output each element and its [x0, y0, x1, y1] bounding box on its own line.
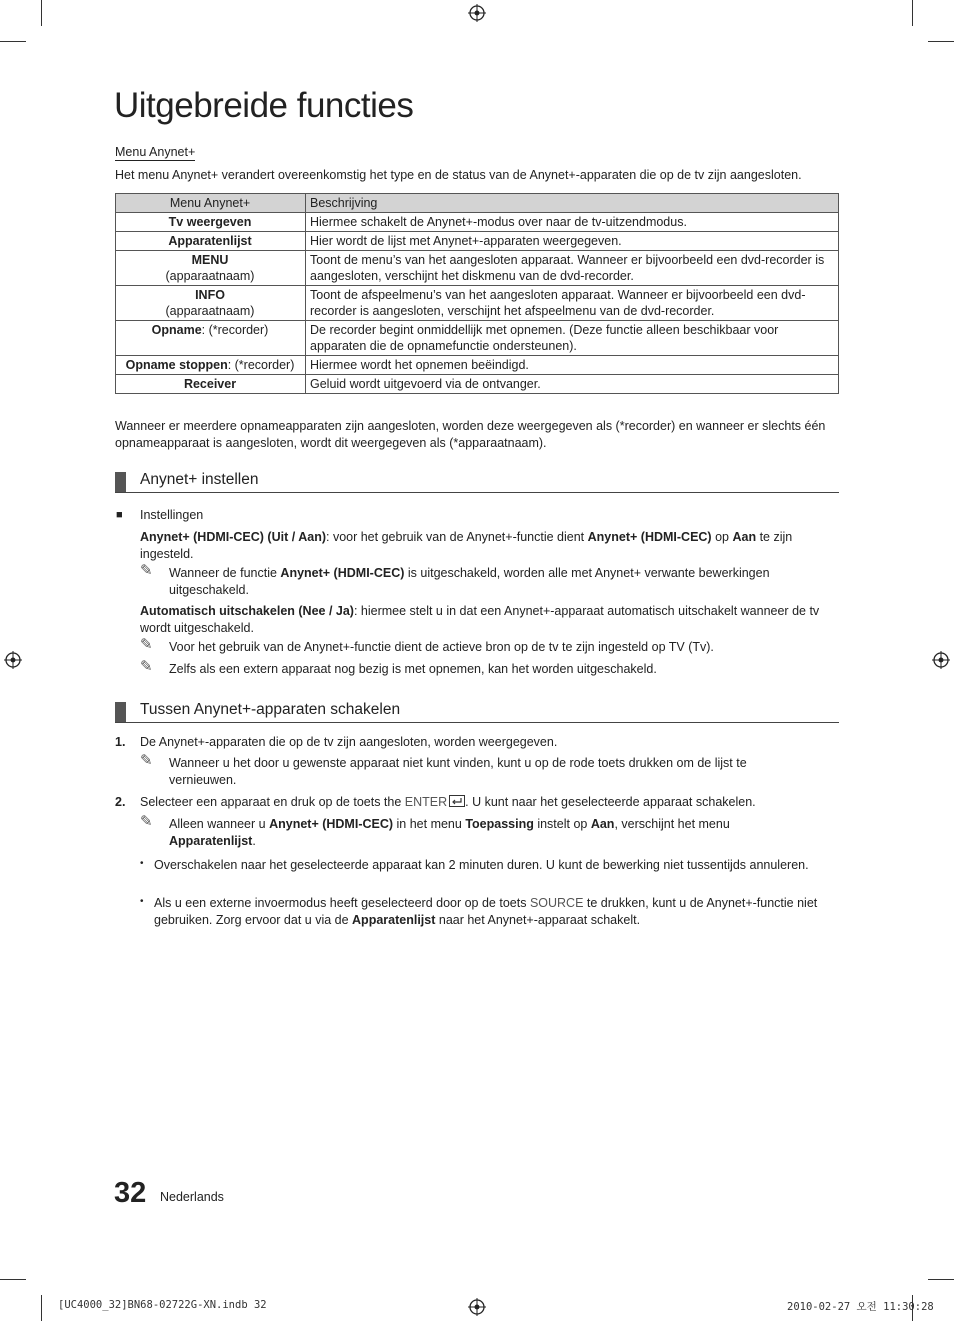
table-row	[116, 232, 839, 251]
table-row	[116, 251, 839, 286]
table-cell-desc: De recorder begint onmiddellijk met opnemen. (Deze functie alleen beschikbaar voor apparaten die de opnamefunctie ondersteunen).	[306, 321, 839, 356]
menu-item-sub: : (*recorder)	[201, 323, 269, 337]
table-cell-name	[116, 286, 306, 321]
section-header-anynet-instellen	[115, 470, 839, 493]
table-cell-name	[116, 251, 306, 286]
menu-item-name: Opname	[151, 323, 202, 337]
section-title: Tussen Anynet+-apparaten schakelen	[140, 701, 401, 718]
setting-text: op	[711, 530, 733, 544]
bullet-part: te drukken, kunt u de Anynet+-functie niet gebruiken. Zorg ervoor dat u via de	[154, 896, 818, 927]
menu-item-name: Tv weergeven	[168, 215, 252, 229]
step-text: De Anynet+-apparaten die op de tv zijn aangesloten, worden weergegeven.	[140, 735, 558, 749]
note-part: .	[252, 834, 256, 848]
note-part: Wanneer de functie	[169, 566, 281, 580]
note-part-bold: Aan	[590, 817, 615, 831]
note-part-bold: Anynet+ (HDMI-CEC)	[269, 817, 394, 831]
anynet-menu-table	[115, 193, 839, 394]
footer-timestamp: 2010-02-27 오전 11:30:28	[787, 1301, 934, 1313]
note-part-bold: Toepassing	[465, 817, 534, 831]
note-text	[169, 565, 839, 599]
menu-heading: Menu Anynet+	[115, 145, 196, 159]
table-row	[116, 375, 839, 394]
registration-mark-icon	[932, 651, 950, 669]
note-part: Alleen wanneer u	[169, 817, 270, 831]
menu-item-name: INFO	[195, 288, 225, 302]
setting-name: Anynet+ (HDMI-CEC) (Uit / Aan)	[140, 530, 326, 544]
setting-text-bold: Anynet+ (HDMI-CEC)	[587, 530, 712, 544]
crop-mark	[912, 0, 913, 26]
note-pencil-icon: ✎	[140, 752, 153, 769]
menu-item-name: MENU	[191, 253, 229, 267]
menu-item-name: Receiver	[183, 377, 237, 391]
page-number: 32	[114, 1177, 147, 1209]
step-part: . U kunt naar het geselecteerde apparaat schakelen.	[465, 795, 756, 809]
table-cell-name	[116, 232, 306, 251]
menu-item-name: Apparatenlijst	[168, 234, 252, 248]
enter-icon	[449, 795, 465, 807]
note-pencil-icon: ✎	[140, 562, 153, 579]
note-pencil-icon: ✎	[140, 813, 153, 830]
table-cell-desc: Hiermee schakelt de Anynet+-modus over naar de tv-uitzendmodus.	[306, 213, 839, 232]
note-part-bold: Apparatenlijst	[169, 834, 253, 848]
table-header: Beschrijving	[306, 194, 839, 213]
bullet-label: Instellingen	[140, 508, 204, 522]
menu-item-sub: : (*recorder)	[227, 358, 295, 372]
setting-auto-off	[140, 603, 840, 637]
table-cell-name	[116, 321, 306, 356]
note-part: , verschijnt het menu	[614, 817, 730, 831]
note-part: instelt op	[533, 817, 591, 831]
table-header-row	[116, 194, 839, 213]
menu-item-sub: (apparaatnaam)	[165, 269, 255, 283]
setting-text: : hiermee stelt u in dat een Anynet+-apparaat automatisch uitschakelt wanneer de tv wordt uitgeschakeld.	[140, 604, 820, 635]
note-text: Voor het gebruik van de Anynet+-functie dient de actieve bron op de tv te zijn ingesteld op TV (Tv).	[169, 640, 714, 654]
setting-text: te zijn ingesteld.	[140, 530, 793, 561]
setting-anynet-hdmi-cec	[140, 529, 840, 563]
table-cell-desc: Toont de afspeelmenu’s van het aangesloten apparaat. Wanneer er bijvoorbeeld een dvd-recorder is aangesloten, verschijnt het afspeelmenu van de dvd-recorder.	[306, 286, 839, 321]
registration-mark-icon	[468, 1298, 486, 1316]
registration-mark-icon	[4, 651, 22, 669]
crop-mark	[41, 1295, 42, 1321]
table-row	[116, 321, 839, 356]
crop-mark	[928, 41, 954, 42]
page-title: Uitgebreide functies	[114, 86, 414, 125]
table-header: Menu Anynet+	[116, 194, 306, 213]
menu-item-sub: (apparaatnaam)	[165, 304, 255, 318]
table-row	[116, 356, 839, 375]
crop-mark	[928, 1279, 954, 1280]
dot-bullet-icon: •	[140, 858, 144, 869]
step-number: 2.	[115, 795, 126, 809]
bullet-text	[154, 895, 839, 929]
step-part: Selecteer een apparaat en druk op de toets the	[140, 795, 405, 809]
note-pencil-icon: ✎	[140, 658, 153, 675]
crop-mark	[0, 41, 26, 42]
bullet-part: Als u een externe invoermodus heeft geselecteerd door op de toets	[154, 896, 530, 910]
table-row	[116, 286, 839, 321]
note-text	[169, 816, 809, 850]
enter-key-label: ENTER	[404, 795, 448, 809]
note-text: Wanneer u het door u gewenste apparaat niet kunt vinden, kunt u op de rode toets drukken om de lijst te vernieuwen.	[169, 756, 747, 787]
bullet-part: naar het Anynet+-apparaat schakelt.	[435, 913, 641, 927]
note-part: is uitgeschakeld, worden alle met Anynet+ verwante bewerkingen uitgeschakeld.	[169, 566, 770, 597]
menu-item-name: Opname stoppen	[125, 358, 228, 372]
page-language: Nederlands	[160, 1190, 224, 1204]
section-bar	[115, 702, 126, 722]
step-number: 1.	[115, 735, 126, 749]
registration-mark-icon	[468, 4, 486, 22]
bullet-part-bold: Apparatenlijst	[352, 913, 436, 927]
crop-mark	[0, 1279, 26, 1280]
section-bar	[115, 472, 126, 492]
table-cell-desc: Toont de menu’s van het aangesloten apparaat. Wanneer er bijvoorbeeld een dvd-recorder is aangesloten, verschijnt het diskmenu van de dvd-recorder.	[306, 251, 839, 286]
setting-text-bold: Aan	[732, 530, 757, 544]
bullet-text: Overschakelen naar het geselecteerde apparaat kan 2 minuten duren. U kunt de bewerking niet tussentijds annuleren.	[154, 858, 809, 872]
after-table-text: Wanneer er meerdere opnameapparaten zijn aangesloten, worden deze weergegeven als (*recorder) en wanneer er slechts één opnameapparaat is aangesloten, wordt dit weergegeven als (*apparaatnaam).	[115, 419, 826, 450]
note-pencil-icon: ✎	[140, 636, 153, 653]
table-cell-desc: Hiermee wordt het opnemen beëindigd.	[306, 356, 839, 375]
table-cell-desc: Geluid wordt uitgevoerd via de ontvanger.	[306, 375, 839, 394]
square-bullet-icon: ■	[116, 509, 123, 521]
section-title: Anynet+ instellen	[140, 471, 259, 488]
footer-file-info: [UC4000_32]BN68-02722G-XN.indb 32	[58, 1299, 267, 1311]
source-key-label: SOURCE	[529, 896, 584, 910]
note-text: Zelfs als een extern apparaat nog bezig is met opnemen, kan het worden uitgeschakeld.	[169, 662, 657, 676]
table-cell-desc: Hier wordt de lijst met Anynet+-apparaten weergegeven.	[306, 232, 839, 251]
step-text	[140, 794, 840, 811]
setting-text: : voor het gebruik van de Anynet+-functie dient	[326, 530, 588, 544]
table-cell-name	[116, 213, 306, 232]
note-part: in het menu	[393, 817, 466, 831]
crop-mark	[41, 0, 42, 26]
setting-name: Automatisch uitschakelen (Nee / Ja)	[140, 604, 354, 618]
table-cell-name	[116, 356, 306, 375]
section-header-schakelen	[115, 700, 839, 723]
dot-bullet-icon: •	[140, 896, 144, 907]
intro-text: Het menu Anynet+ verandert overeenkomstig het type en de status van de Anynet+-apparaten die op de tv zijn aangesloten.	[115, 168, 802, 182]
table-row	[116, 213, 839, 232]
note-part-bold: Anynet+ (HDMI-CEC)	[280, 566, 405, 580]
table-cell-name	[116, 375, 306, 394]
